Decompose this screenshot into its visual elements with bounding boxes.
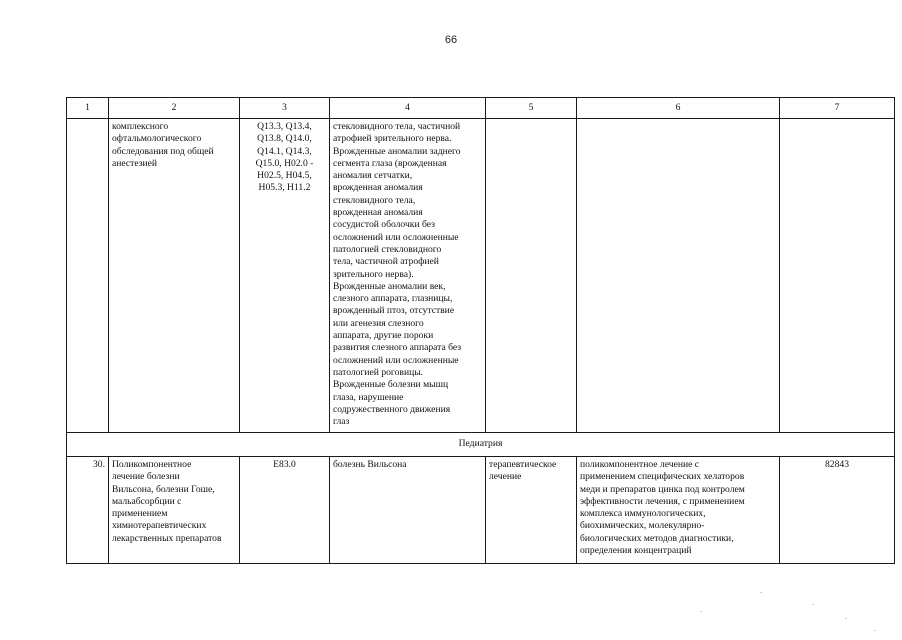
header-cell-1: 1 (67, 98, 109, 119)
header-row (67, 98, 895, 119)
scan-speck (874, 630, 876, 631)
cont-cell-method (577, 119, 780, 433)
header-cell-3: 3 (240, 98, 330, 119)
cont-cell-care-type: комплексного офтальмологического обследования под общей анестезией (109, 119, 240, 433)
header-cell-6: 6 (577, 98, 780, 119)
scan-speck (812, 604, 814, 605)
entry-cell-treatment-type: терапевтическое лечение (486, 457, 577, 564)
cont-cell-cost (780, 119, 895, 433)
cont-cell-icd-codes: Q13.3, Q13.4, Q13.8, Q14.0, Q14.1, Q14.3, Q15.0, H02.0 - H02.5, H04.5, H05.3, H11.2 (240, 119, 330, 433)
table-row (67, 457, 895, 564)
header-cell-2: 2 (109, 98, 240, 119)
entry-cell-care-type: Поликомпонентное лечение болезни Вильсона, болезни Гоше, мальабсорбции с применением химиотерапевтических лекарственных препаратов (109, 457, 240, 564)
section-title: Педиатрия (67, 433, 895, 457)
page-number: 66 (444, 34, 458, 46)
scan-speck (700, 611, 702, 612)
header-cell-5: 5 (486, 98, 577, 119)
header-cell-4: 4 (330, 98, 486, 119)
cont-cell-treatment-type (486, 119, 577, 433)
entry-cell-icd-codes: E83.0 (240, 457, 330, 564)
scan-speck (845, 618, 847, 619)
entry-cell-diagnosis: болезнь Вильсона (330, 457, 486, 564)
treatment-table (66, 97, 895, 564)
cont-cell-number (67, 119, 109, 433)
cont-cell-diagnosis: стекловидного тела, частичной атрофией зрительного нерва. Врожденные аномалии заднего сегмента глаза (врожденная аномалия сетчатки, врожденная аномалия стекловидного тела, врожденная аномалия сосудистой оболочки без осложнений или осложненные патологией стекловидного тела, частичной атрофией зрительного нерва). Врожденные аномалии век, слезного аппарата, глазницы, врожденный птоз, отсутствие или агенезия слезного аппарата, другие пороки развития слезного аппарата без осложнений или осложненные патологией роговицы. Врожденные болезни мышц глаза, нарушение содружественного движения глаз (330, 119, 486, 433)
entry-cell-number: 30. (67, 457, 109, 564)
header-cell-7: 7 (780, 98, 895, 119)
entry-cell-cost: 82843 (780, 457, 895, 564)
section-row (67, 433, 895, 457)
scan-speck (760, 592, 762, 593)
entry-cell-method: поликомпонентное лечение с применением специфических хелаторов меди и препаратов цинка под контролем эффективности лечения, с применением комплекса иммунологических, биохимических, молекулярно- биологических методов диагностики, определения концентраций (577, 457, 780, 564)
continuation-row (67, 119, 895, 433)
